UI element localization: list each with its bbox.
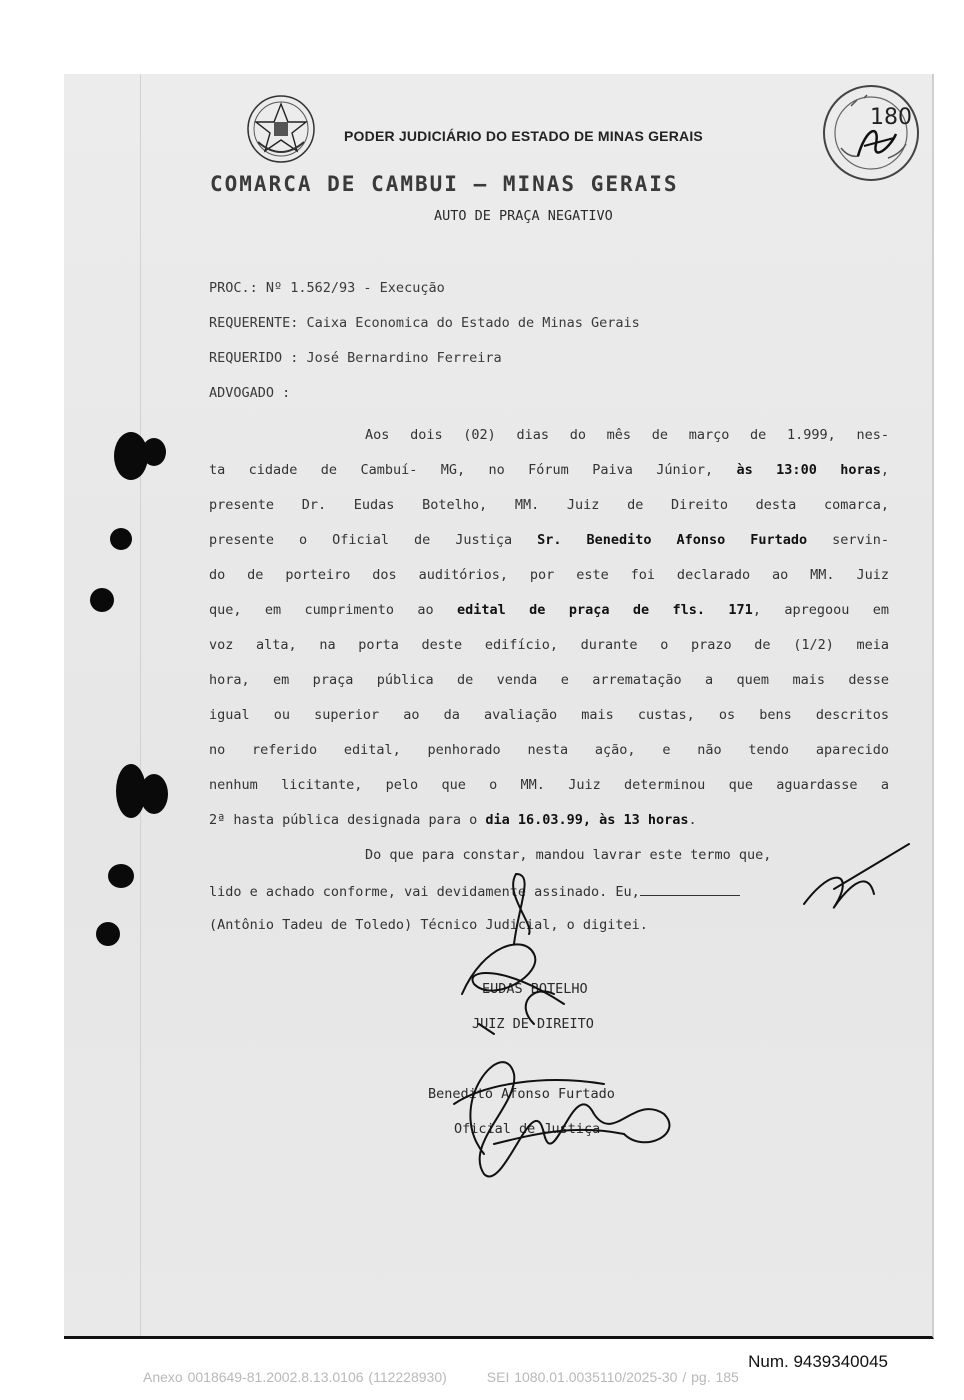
field-advogado: ADVOGADO : <box>209 385 291 401</box>
body-line: presente o Oficial de Justiça Sr. Benedito Afonso Furtado servin- <box>209 532 889 548</box>
stamp-page-number: 180 <box>870 105 912 130</box>
scanned-page <box>64 74 934 1339</box>
punch-hole <box>142 438 166 466</box>
document-title: AUTO DE PRAÇA NEGATIVO <box>434 208 613 224</box>
body-line: ta cidade de Cambuí- MG, no Fórum Paiva Júnior, às 13:00 horas, <box>209 462 889 478</box>
sei-reference: SEI 1080.01.0035110/2025-30 / pg. 185 <box>486 1369 739 1385</box>
body-line: Aos dois (02) dias do mês de março de 1.999, nes- <box>365 427 889 443</box>
punch-hole <box>140 774 168 814</box>
field-proc: PROC.: Nº 1.562/93 - Execução <box>209 280 445 296</box>
body-line: 2ª hasta pública designada para o dia 16.03.99, às 13 horas. <box>209 812 697 828</box>
body-line: voz alta, na porta deste edifício, durante o prazo de (1/2) meia <box>209 637 889 653</box>
body-line: lido e achado conforme, vai devidamente assinado. Eu, <box>209 873 889 908</box>
body-line: (Antônio Tadeu de Toledo) Técnico Judicial, o digitei. <box>209 917 648 933</box>
field-requerente: REQUERENTE: Caixa Economica do Estado de Minas Gerais <box>209 315 640 331</box>
coat-of-arms-seal <box>244 92 318 166</box>
punch-hole <box>96 922 120 946</box>
officer-role: Oficial de Justiça <box>454 1121 601 1137</box>
comarca-title: COMARCA DE CAMBUI — MINAS GERAIS <box>210 172 679 196</box>
court-stamp <box>816 78 926 188</box>
body-line: presente Dr. Eudas Botelho, MM. Juiz de Direito desta comarca, <box>209 497 889 513</box>
body-line: que, em cumprimento ao edital de praça de fls. 171, apregoou em <box>209 602 890 618</box>
page-fold-line <box>140 74 141 1336</box>
document-number: Num. 9439340045 <box>748 1352 888 1371</box>
judge-name: EUDAS BOTELHO <box>482 981 588 997</box>
anexo-reference: Anexo 0018649-81.2002.8.13.0106 (112228930) <box>143 1369 447 1385</box>
footer-metadata <box>143 1369 739 1385</box>
punch-hole <box>108 864 134 888</box>
body-line: no referido edital, penhorado nesta ação, e não tendo aparecido <box>209 742 889 758</box>
punch-hole <box>90 588 114 612</box>
officer-name: Benedito Afonso Furtado <box>428 1086 615 1102</box>
field-requerido: REQUERIDO : José Bernardino Ferreira <box>209 350 502 366</box>
court-header: PODER JUDICIÁRIO DO ESTADO DE MINAS GERAIS <box>344 128 703 144</box>
document-body <box>209 418 889 943</box>
punch-hole <box>110 528 132 550</box>
body-line: Do que para constar, mandou lavrar este termo que, <box>365 847 772 863</box>
judge-role: JUIZ DE DIREITO <box>472 1016 594 1032</box>
body-line: hora, em praça pública de venda e arrematação a quem mais desse <box>209 672 889 688</box>
body-line: do de porteiro dos auditórios, por este foi declarado ao MM. Juiz <box>209 567 889 583</box>
body-line: igual ou superior ao da avaliação mais custas, os bens descritos <box>209 707 889 723</box>
officer-signature <box>470 1062 669 1176</box>
body-line: nenhum licitante, pelo que o MM. Juiz determinou que aguardasse a <box>209 777 889 793</box>
